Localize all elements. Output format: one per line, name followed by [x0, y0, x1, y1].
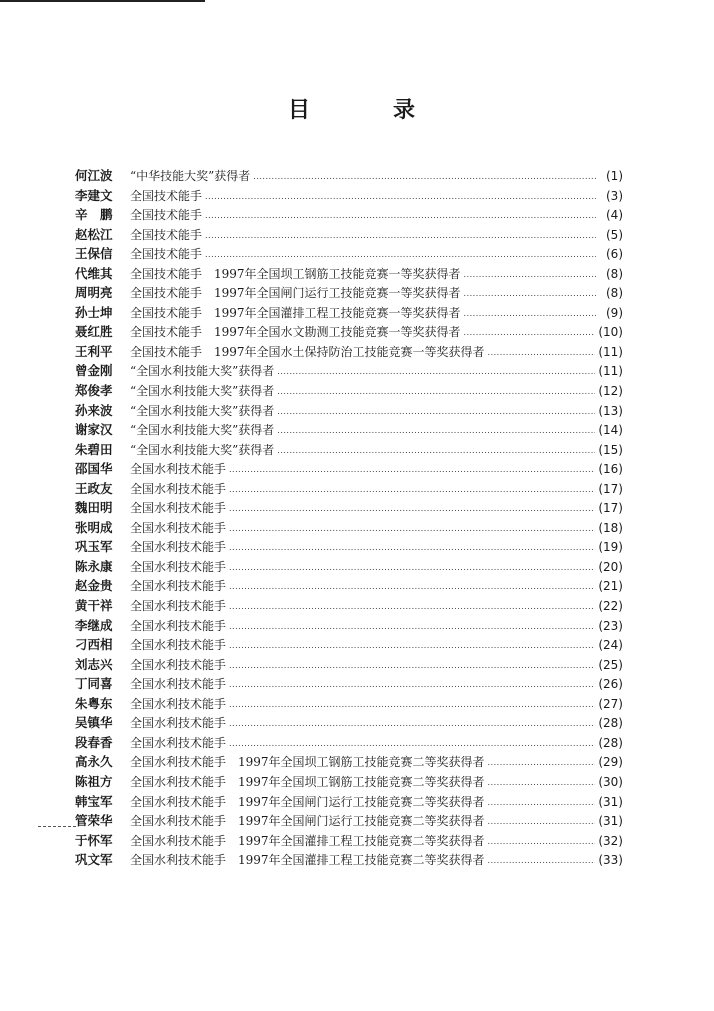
toc-entry-page: (11)	[598, 344, 623, 359]
toc-entry[interactable]	[75, 498, 623, 518]
toc-entry-name: 邵国华	[75, 461, 113, 477]
toc-entry-page: (31)	[598, 794, 623, 809]
toc-entry[interactable]	[75, 694, 623, 714]
toc-entry-description: “全国水利技能大奖”获得者	[130, 384, 275, 399]
toc-entry[interactable]	[75, 342, 623, 362]
toc-entry-name: 巩文军	[75, 852, 113, 868]
toc-entry-page: (16)	[598, 462, 623, 477]
toc-entry[interactable]	[75, 811, 623, 831]
toc-leader-dots	[464, 289, 596, 298]
toc-entry-name: 高永久	[75, 754, 113, 770]
toc-entry[interactable]	[75, 322, 623, 342]
toc-entry-page: (8)	[606, 286, 623, 301]
table-of-contents	[75, 166, 623, 870]
toc-leader-dots	[488, 798, 596, 807]
toc-entry[interactable]	[75, 635, 623, 655]
toc-leader-dots	[488, 856, 596, 865]
toc-entry-name: 巩玉军	[75, 539, 113, 555]
toc-entry-page: (19)	[598, 540, 623, 555]
toc-entry-name: 陈祖方	[75, 773, 113, 789]
toc-entry[interactable]	[75, 576, 623, 596]
toc-leader-dots	[229, 543, 595, 552]
page-title	[0, 93, 714, 123]
toc-entry-page: (23)	[598, 618, 623, 633]
toc-leader-dots	[229, 465, 595, 474]
toc-entry-page: (9)	[606, 305, 623, 320]
toc-entry-page: (28)	[598, 735, 623, 750]
toc-entry-page: (18)	[598, 520, 623, 535]
toc-entry[interactable]	[75, 831, 623, 851]
toc-leader-dots	[277, 407, 595, 416]
toc-entry-page: (3)	[606, 188, 623, 203]
toc-entry-page: (26)	[598, 677, 623, 692]
toc-leader-dots	[464, 328, 596, 337]
toc-entry[interactable]	[75, 225, 623, 245]
toc-leader-dots	[229, 719, 595, 728]
toc-leader-dots	[229, 661, 595, 670]
toc-entry-name: 韩宝军	[75, 793, 113, 809]
toc-entry-page: (20)	[598, 559, 623, 574]
toc-entry[interactable]	[75, 264, 623, 284]
toc-entry[interactable]	[75, 361, 623, 381]
toc-entry-page: (12)	[598, 384, 623, 399]
toc-entry[interactable]	[75, 244, 623, 264]
toc-entry-description: 全国技术能手 1997年全国水文勘测工技能竞赛一等奖获得者	[130, 325, 461, 340]
toc-entry-description: “中华技能大奖”获得者	[130, 169, 251, 183]
toc-entry-page: (15)	[598, 442, 623, 457]
toc-leader-dots	[464, 270, 596, 279]
toc-entry-name: 王利平	[75, 343, 113, 359]
toc-leader-dots	[277, 367, 595, 376]
toc-entry-description: 全国水利技术能手	[130, 716, 227, 731]
toc-leader-dots	[277, 446, 595, 455]
toc-entry-name: 李建文	[75, 187, 113, 203]
toc-entry-description: 全国水利技术能手 1997年全国闸门运行工技能竞赛二等奖获得者	[130, 814, 485, 829]
toc-entry-name: 孙士坤	[75, 304, 113, 320]
toc-entry-name: 曾金刚	[75, 363, 113, 379]
toc-entry-page: (32)	[598, 833, 623, 848]
toc-leader-dots	[229, 739, 595, 748]
toc-entry-page: (1)	[606, 169, 623, 183]
toc-entry[interactable]	[75, 752, 623, 772]
toc-leader-dots	[229, 700, 595, 709]
toc-leader-dots	[205, 231, 596, 240]
toc-leader-dots	[488, 837, 596, 846]
toc-entry-description: 全国技术能手 1997年全国闸门运行工技能竞赛一等奖获得者	[130, 286, 461, 301]
toc-entry-page: (17)	[598, 501, 623, 516]
toc-entry-page: (8)	[606, 266, 623, 281]
toc-leader-dots	[229, 602, 595, 611]
toc-entry[interactable]	[75, 459, 623, 479]
toc-entry[interactable]	[75, 713, 623, 733]
toc-entry-page: (30)	[598, 774, 623, 789]
toc-entry-name: 刁西相	[75, 637, 113, 653]
toc-entry[interactable]	[75, 303, 623, 323]
toc-entry-page: (27)	[598, 696, 623, 711]
toc-entry-description: 全国水利技术能手 1997年全国坝工钢筋工技能竞赛二等奖获得者	[130, 774, 485, 789]
toc-entry-description: 全国技术能手 1997年全国坝工钢筋工技能竞赛一等奖获得者	[130, 266, 461, 281]
toc-entry-page: (13)	[598, 403, 623, 418]
toc-entry[interactable]	[75, 205, 623, 225]
toc-entry-name: 管荣华	[75, 813, 113, 829]
toc-entry[interactable]	[75, 381, 623, 401]
toc-entry-page: (28)	[598, 716, 623, 731]
toc-entry-description: 全国水利技术能手	[130, 501, 227, 516]
toc-entry[interactable]	[75, 283, 623, 303]
toc-entry[interactable]	[75, 166, 623, 186]
toc-entry-description: 全国技术能手	[130, 227, 203, 242]
toc-leader-dots	[229, 563, 595, 572]
toc-entry-page: (5)	[606, 227, 623, 242]
toc-leader-dots	[205, 250, 596, 259]
toc-leader-dots	[488, 758, 596, 767]
toc-entry[interactable]	[75, 440, 623, 460]
toc-entry[interactable]	[75, 792, 623, 812]
toc-entry[interactable]	[75, 733, 623, 753]
toc-leader-dots	[464, 309, 596, 318]
toc-leader-dots	[229, 680, 595, 689]
toc-entry-name: 朱粤东	[75, 695, 113, 711]
toc-entry-description: 全国水利技术能手 1997年全国坝工钢筋工技能竞赛二等奖获得者	[130, 755, 485, 770]
toc-entry[interactable]	[75, 479, 623, 499]
toc-entry-description: “全国水利技能大奖”获得者	[130, 442, 275, 457]
scan-top-rule	[0, 0, 205, 2]
toc-entry-name: 郑俊孝	[75, 383, 113, 399]
toc-entry[interactable]	[75, 772, 623, 792]
toc-entry-description: 全国水利技术能手	[130, 677, 227, 692]
toc-leader-dots	[229, 582, 595, 591]
toc-entry-name: 赵松江	[75, 226, 113, 242]
toc-entry-description: 全国水利技术能手 1997年全国闸门运行工技能竞赛二等奖获得者	[130, 794, 485, 809]
toc-leader-dots	[488, 817, 596, 826]
toc-entry[interactable]	[75, 537, 623, 557]
toc-entry-name: 魏田明	[75, 500, 113, 516]
toc-entry-description: “全国水利技能大奖”获得者	[130, 403, 275, 418]
toc-entry-description: 全国技术能手 1997年全国水土保持防治工技能竞赛一等奖获得者	[130, 344, 485, 359]
toc-entry-page: (24)	[598, 638, 623, 653]
toc-entry-name: 吴镇华	[75, 715, 113, 731]
toc-entry-page: (31)	[598, 814, 623, 829]
toc-entry-description: 全国水利技术能手	[130, 599, 227, 614]
toc-entry-description: 全国水利技术能手	[130, 559, 227, 574]
toc-entry-description: 全国水利技术能手	[130, 540, 227, 555]
toc-entry-name: 刘志兴	[75, 656, 113, 672]
toc-entry-page: (21)	[598, 579, 623, 594]
toc-entry-name: 周明亮	[75, 285, 113, 301]
toc-entry[interactable]	[75, 674, 623, 694]
toc-leader-dots	[277, 426, 595, 435]
toc-entry-description: 全国水利技术能手	[130, 735, 227, 750]
toc-entry-description: 全国水利技术能手	[130, 579, 227, 594]
toc-leader-dots	[488, 778, 596, 787]
toc-entry[interactable]	[75, 518, 623, 538]
toc-entry[interactable]	[75, 186, 623, 206]
toc-entry-name: 黄干祥	[75, 598, 113, 614]
toc-entry-name: 王政友	[75, 480, 113, 496]
toc-entry-page: (4)	[606, 208, 623, 223]
toc-leader-dots	[229, 485, 595, 494]
toc-entry[interactable]	[75, 420, 623, 440]
toc-leader-dots	[205, 192, 596, 201]
toc-entry-name: 陈永康	[75, 558, 113, 574]
toc-entry-name: 聂红胜	[75, 324, 113, 340]
toc-entry-name: 李继成	[75, 617, 113, 633]
toc-entry-page: (29)	[598, 755, 623, 770]
title-char-2: 录	[393, 98, 416, 123]
toc-entry-name: 谢家汉	[75, 422, 113, 438]
toc-leader-dots	[229, 524, 595, 533]
toc-entry-name: 辛 鹏	[75, 207, 113, 223]
toc-entry-description: 全国水利技术能手	[130, 696, 227, 711]
toc-entry-description: “全国水利技能大奖”获得者	[130, 423, 275, 438]
toc-entry[interactable]	[75, 557, 623, 577]
toc-entry-page: (11)	[598, 364, 623, 379]
toc-entry-page: (17)	[598, 481, 623, 496]
toc-entry-name: 段春香	[75, 734, 113, 750]
toc-entry[interactable]	[75, 401, 623, 421]
toc-entry-description: 全国水利技术能手	[130, 462, 227, 477]
toc-leader-dots	[205, 211, 596, 220]
toc-entry[interactable]	[75, 616, 623, 636]
toc-entry-name: 王保信	[75, 246, 113, 262]
toc-entry[interactable]	[75, 655, 623, 675]
toc-leader-dots	[229, 641, 595, 650]
toc-entry-name: 孙来波	[75, 402, 113, 418]
toc-entry-description: 全国水利技术能手	[130, 638, 227, 653]
toc-entry-description: “全国水利技能大奖”获得者	[130, 364, 275, 379]
toc-entry-name: 张明成	[75, 519, 113, 535]
toc-entry-page: (14)	[598, 423, 623, 438]
toc-entry-name: 代维其	[75, 265, 113, 281]
toc-entry-name: 赵金贵	[75, 578, 113, 594]
toc-entry-description: 全国技术能手	[130, 188, 203, 203]
toc-entry-description: 全国水利技术能手	[130, 618, 227, 633]
toc-entry-description: 全国水利技术能手 1997年全国灌排工程工技能竞赛二等奖获得者	[130, 853, 485, 868]
toc-leader-dots	[253, 172, 596, 181]
toc-entry-page: (25)	[598, 657, 623, 672]
toc-entry-page: (33)	[598, 853, 623, 868]
toc-entry-description: 全国水利技术能手	[130, 657, 227, 672]
toc-entry-name: 何江波	[75, 168, 113, 183]
toc-entry-name: 朱碧田	[75, 441, 113, 457]
toc-leader-dots	[229, 504, 595, 513]
toc-entry-description: 全国技术能手	[130, 247, 203, 262]
toc-entry-description: 全国水利技术能手	[130, 481, 227, 496]
toc-entry-page: (10)	[598, 325, 623, 340]
title-char-1: 目	[288, 98, 311, 123]
scan-artifact-mark	[38, 826, 76, 829]
toc-entry-page: (22)	[598, 599, 623, 614]
toc-entry-name: 于怀军	[75, 832, 113, 848]
toc-entry-description: 全国技术能手 1997年全国灌排工程工技能竞赛一等奖获得者	[130, 305, 461, 320]
toc-leader-dots	[488, 348, 596, 357]
toc-entry-description: 全国水利技术能手	[130, 520, 227, 535]
toc-entry-description: 全国水利技术能手 1997年全国灌排工程工技能竞赛二等奖获得者	[130, 833, 485, 848]
toc-leader-dots	[277, 387, 595, 396]
toc-leader-dots	[229, 622, 595, 631]
toc-entry-name: 丁同喜	[75, 676, 113, 692]
toc-entry-page: (6)	[606, 247, 623, 262]
toc-entry[interactable]	[75, 850, 623, 870]
toc-entry-description: 全国技术能手	[130, 208, 203, 223]
toc-entry[interactable]	[75, 596, 623, 616]
